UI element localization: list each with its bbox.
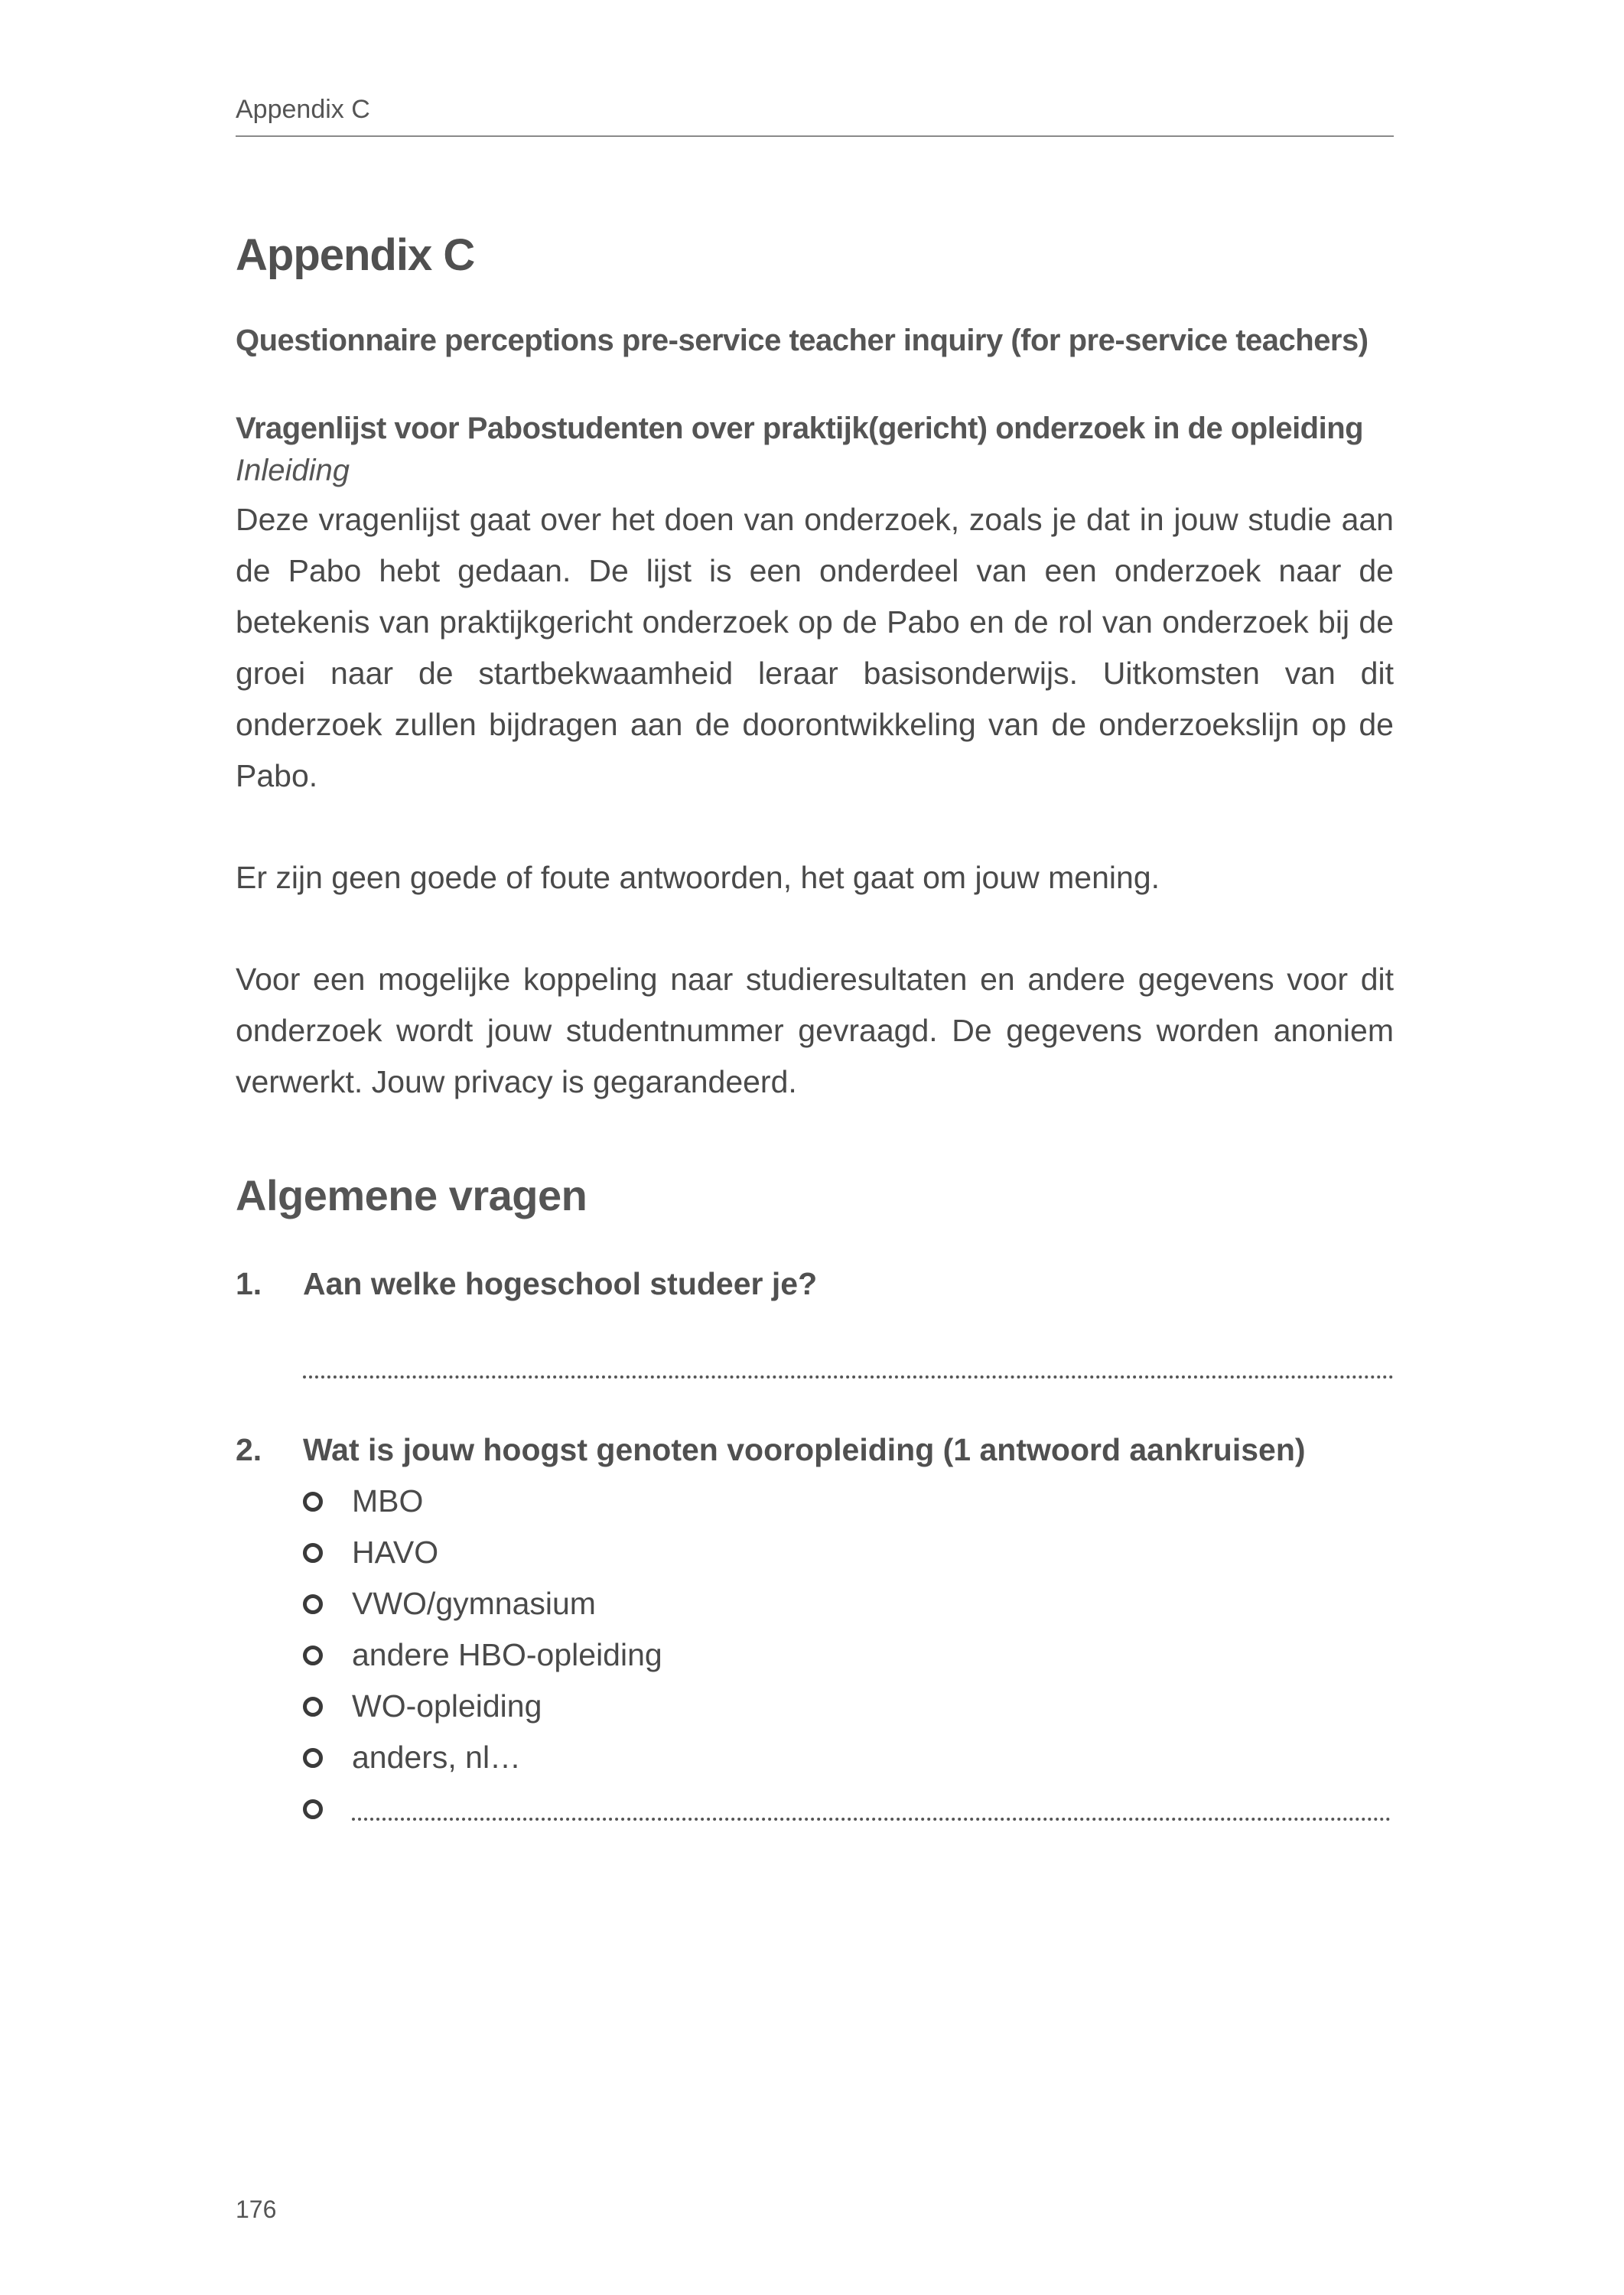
appendix-title: Appendix C [236, 230, 475, 280]
option-vwo[interactable] [303, 1578, 1394, 1629]
option-mbo[interactable] [303, 1476, 1394, 1527]
option-hbo[interactable] [303, 1629, 1394, 1681]
question-number: 1. [236, 1266, 262, 1301]
answer-field-question-1[interactable] [303, 1348, 1394, 1379]
radio-circle-icon[interactable] [303, 1594, 323, 1614]
intro-label: Inleiding [236, 454, 350, 487]
intro-paragraph: Deze vragenlijst gaat over het doen van onderzoek, zoals je dat in jouw studie aan de Pabo hebt gedaan. De lijst is een onderdeel van een onderzoek naar de betekenis van praktijkgericht onderzoek op de Pabo en de rol van onderzoek bij de groei naar de startbekwaamheid leraar basisonderwijs. Uitkomsten van dit onderzoek zullen bijdragen aan de doorontwikkeling van de onderzoekslijn op de Pabo. [236, 502, 1394, 793]
dutch-questionnaire-title: Vragenlijst voor Pabostudenten over praktijk(gericht) onderzoek in de opleiding [236, 412, 1364, 445]
question-text: Aan welke hogeschool studeer je? [303, 1266, 818, 1301]
option-anders[interactable] [303, 1732, 1394, 1783]
questionnaire-subtitle: Questionnaire perceptions pre-service teacher inquiry (for pre-service teachers) [236, 324, 1369, 357]
question-number: 2. [236, 1432, 262, 1467]
question-2 [236, 1432, 1394, 1468]
option-label: VWO/gymnasium [352, 1586, 596, 1621]
radio-circle-icon[interactable] [303, 1492, 323, 1512]
page-content [236, 230, 1394, 1834]
radio-circle-icon[interactable] [303, 1799, 323, 1819]
radio-circle-icon[interactable] [303, 1748, 323, 1768]
option-other-write-in[interactable] [303, 1783, 1394, 1834]
write-in-field[interactable] [352, 1798, 1391, 1821]
option-label: andere HBO-opleiding [352, 1637, 662, 1672]
question-text: Wat is jouw hoogst genoten vooropleiding (1 antwoord aankruisen) [303, 1432, 1306, 1467]
option-label: WO-opleiding [352, 1688, 542, 1724]
running-header: Appendix C [236, 95, 1394, 137]
privacy-paragraph: Voor een mogelijke koppeling naar studieresultaten en andere gegevens voor dit onderzoek wordt jouw studentnummer gevraagd. De gegevens worden anoniem verwerkt. Jouw privacy is gegarandeerd. [236, 962, 1394, 1099]
option-label: anders, nl… [352, 1740, 522, 1775]
option-wo[interactable] [303, 1681, 1394, 1732]
question-1 [236, 1266, 1394, 1302]
radio-circle-icon[interactable] [303, 1697, 323, 1717]
option-label: HAVO [352, 1535, 439, 1570]
option-havo[interactable] [303, 1527, 1394, 1578]
radio-circle-icon[interactable] [303, 1543, 323, 1563]
radio-circle-icon[interactable] [303, 1646, 323, 1665]
page-number: 176 [236, 2196, 277, 2223]
section-title: Algemene vragen [236, 1171, 587, 1219]
option-list [303, 1476, 1394, 1834]
opinion-paragraph: Er zijn geen goede of foute antwoorden, het gaat om jouw mening. [236, 860, 1160, 895]
option-label: MBO [352, 1483, 424, 1519]
